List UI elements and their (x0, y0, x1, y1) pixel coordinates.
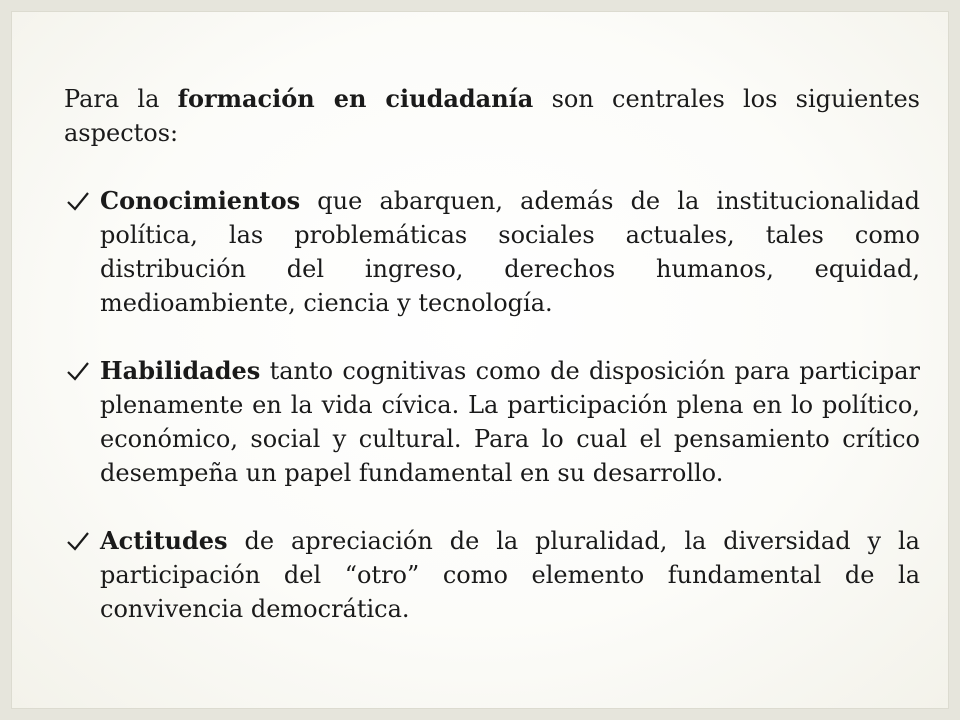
intro-paragraph (64, 82, 920, 150)
list-item (64, 184, 920, 320)
check-icon (66, 184, 92, 218)
intro-prefix: Para la (64, 85, 178, 113)
aspects-checklist (64, 184, 920, 626)
item-title: Conocimientos (100, 186, 301, 215)
item-text: tanto cognitivas como de disposición para participar plenamente en la vida cívica. La participación plena en lo político, económico, social y cultural. Para lo cual el pensamiento crítico desempeña un papel fundamental en su desarrollo. (100, 357, 920, 487)
item-title: Actitudes (100, 526, 228, 555)
intro-highlight: formación en ciudadanía (177, 84, 534, 113)
intro-suffix: son centrales los siguientes aspectos: (64, 85, 920, 147)
list-item (64, 354, 920, 490)
item-text: de apreciación de la pluralidad, la diversidad y la participación del “otro” como elemento fundamental de la convivencia democrática. (100, 527, 920, 623)
check-icon (66, 524, 92, 558)
slide-content (64, 82, 920, 626)
item-text: que abarquen, además de la institucionalidad política, las problemáticas sociales actuales, tales como distribución del ingreso, derechos humanos, equidad, medioambiente, ciencia y tecnología. (100, 187, 920, 317)
list-item (64, 524, 920, 626)
item-title: Habilidades (100, 356, 261, 385)
slide-frame (12, 12, 948, 708)
check-icon (66, 354, 92, 388)
